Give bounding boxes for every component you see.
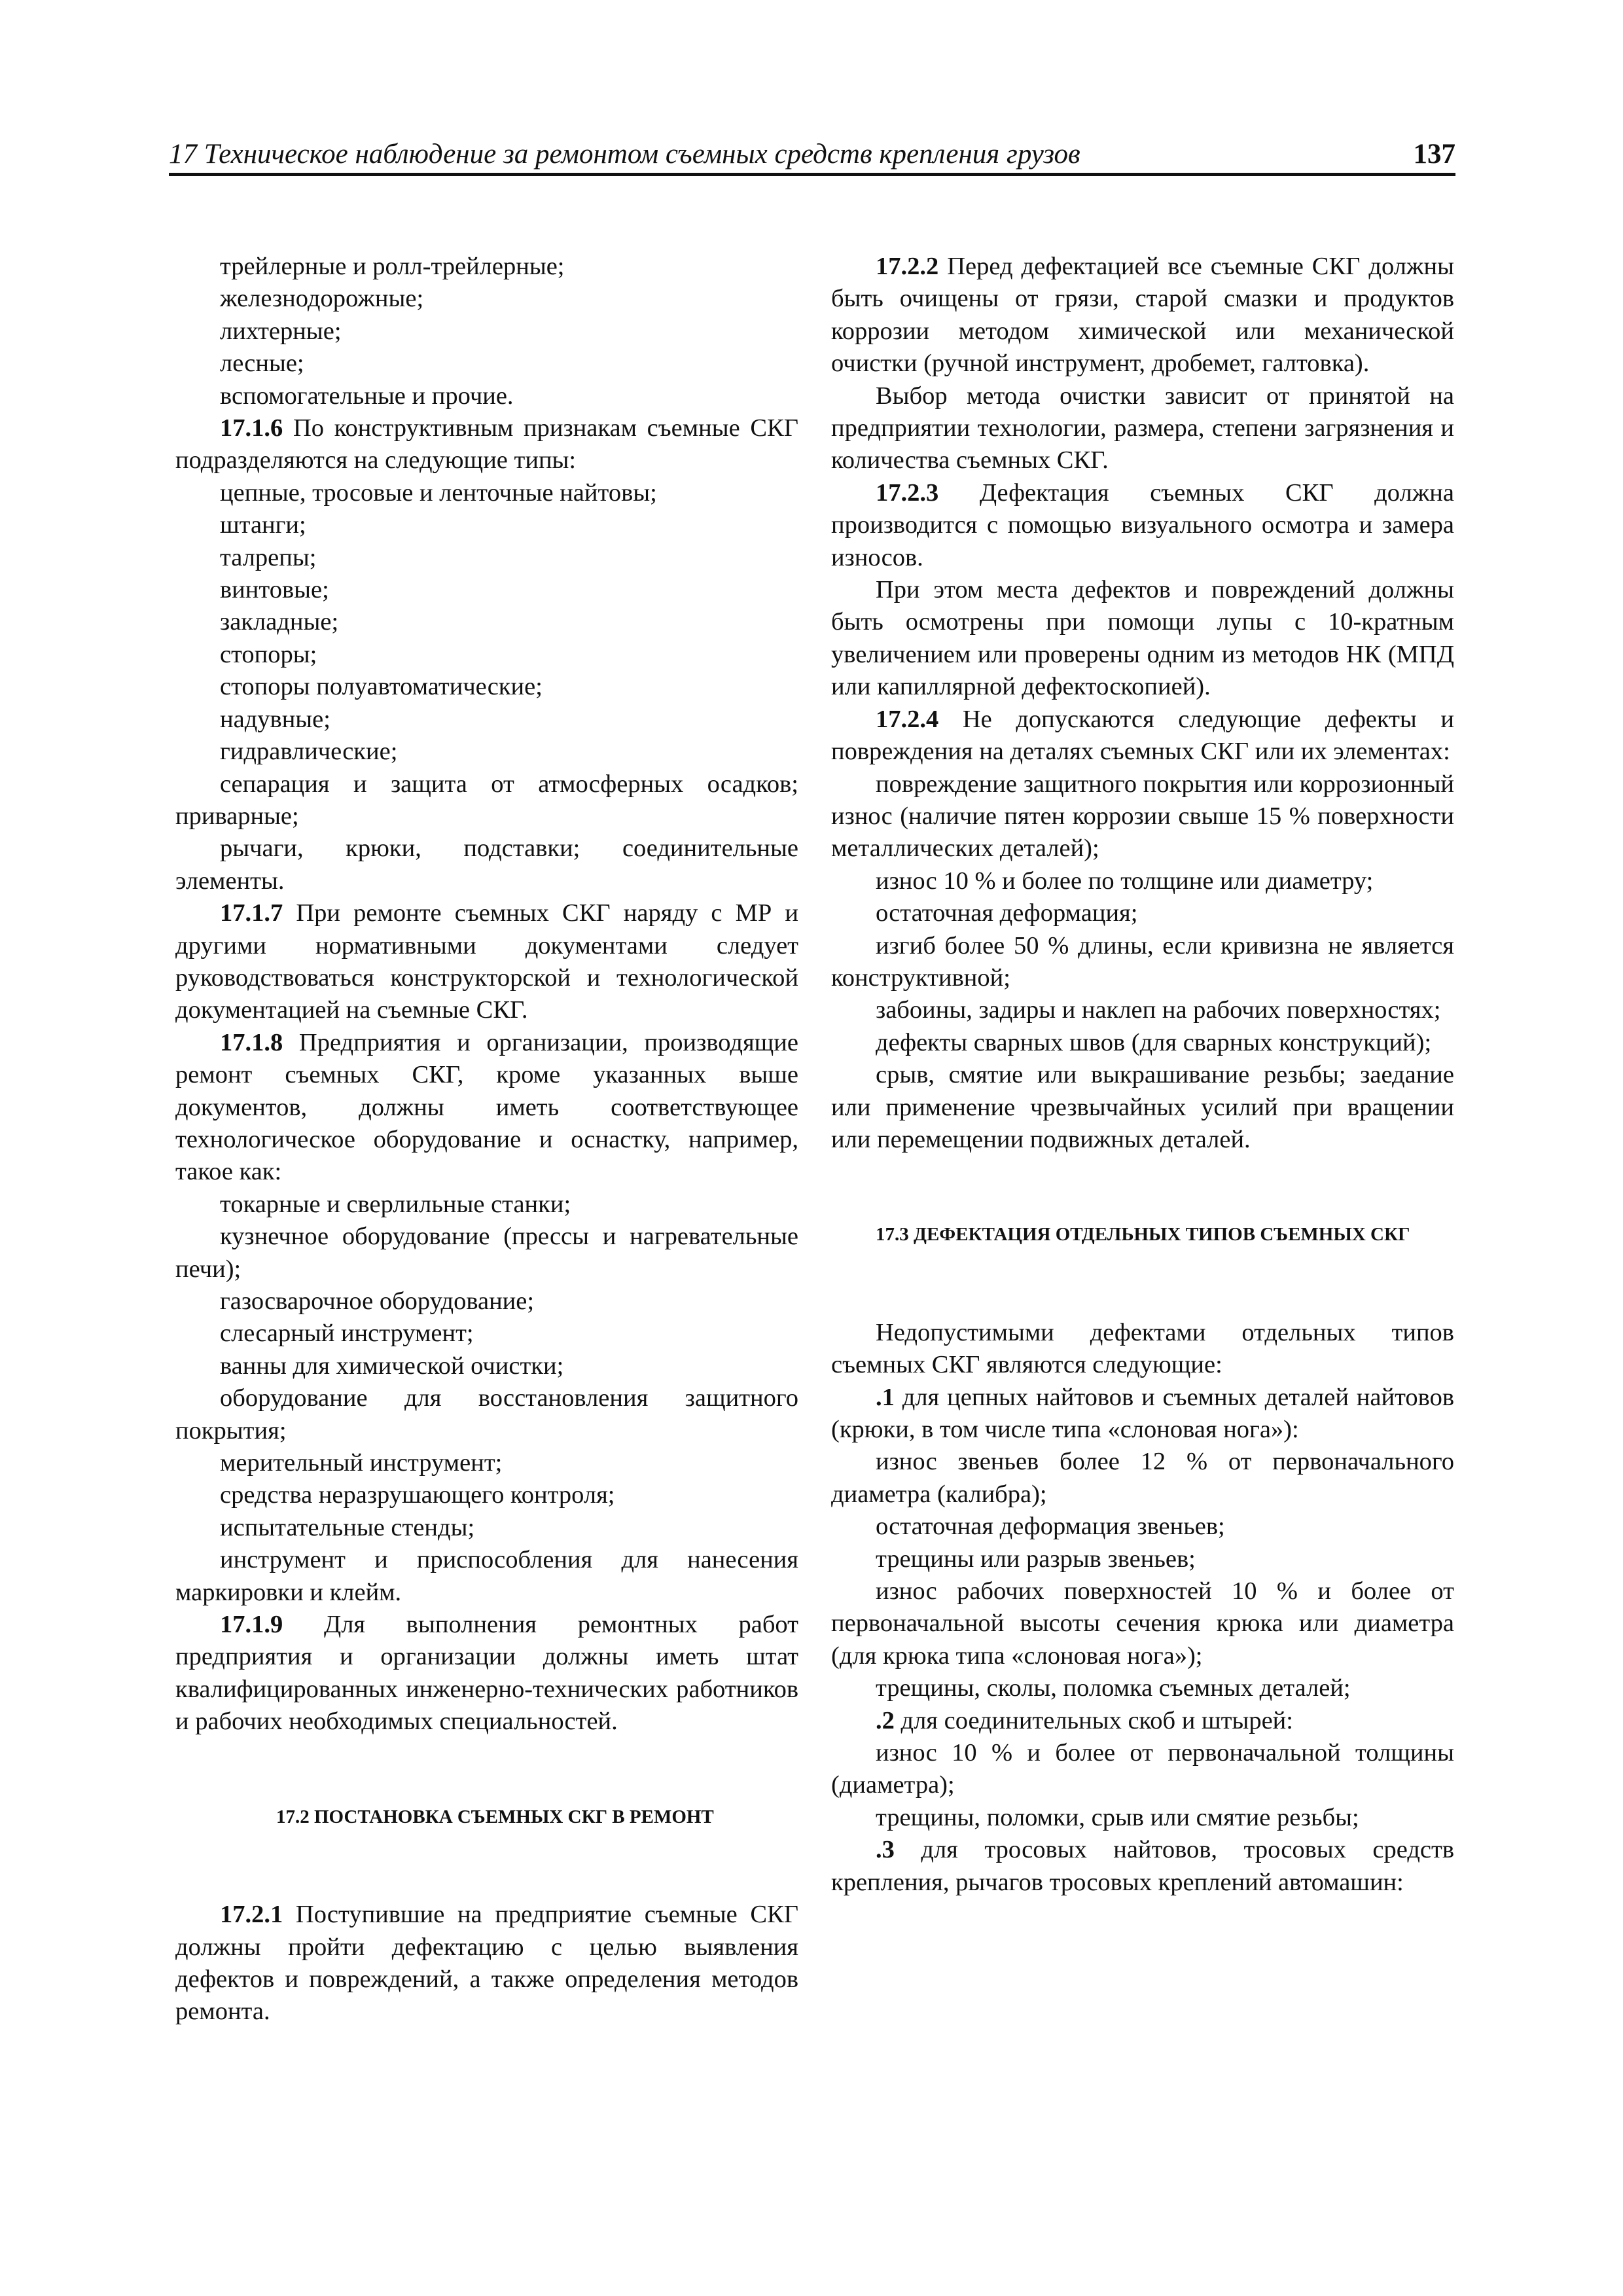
clause-number: 17.1.8 [220,1028,283,1056]
list-item: ванны для химической очистки; [220,1352,564,1380]
list-item: трейлерные и ролл-трейлерные; [220,253,565,280]
clause-number: 17.1.6 [220,414,283,442]
list-item: рычаги, крюки, подставки; соединительные элементы. [175,834,798,895]
list-item: винтовые; [220,576,329,604]
list-item: мерительный инструмент; [220,1449,503,1477]
list-item: трещины, сколы, поломка съемных деталей; [876,1674,1351,1702]
list-item: остаточная деформация; [876,899,1138,927]
list-item: инструмент и приспособления для нанесения маркировки и клейм. [175,1546,798,1606]
list-item: сепарация и защита от атмосферных осадков; приварные; [175,770,798,830]
list-item: оборудование для восстановления защитного покрытия; [175,1384,798,1444]
list-item: срыв, смятие или выкрашивание резьбы; заедание или применение чрезвычайных усилий при вращении или перемещении подвижных деталей. [831,1061,1454,1153]
list-item: испытательные стенды; [220,1513,475,1541]
clause-number: 17.2.2 [876,253,939,280]
clause-number: 17.1.9 [220,1611,283,1639]
list-item: гидравлические; [220,738,398,766]
list-item: трещины, поломки, срыв или смятие резьбы; [876,1803,1359,1831]
paragraph-17-2-2 [831,251,1454,380]
list-item-1 [831,1382,1454,1446]
list-item: износ рабочих поверхностей 10 % и более от первоначальной высоты сечения крюка или диаметра (для крюка типа «слоновая нога»); [831,1577,1454,1670]
list-item: трещины или разрыв звеньев; [876,1545,1196,1573]
clause-number: 17.2.1 [220,1901,283,1929]
paragraph-text: Поступившие на предприятие съемные СКГ должны пройти дефектацию с целью выявления дефектов и повреждений, а также определения методов ремонта. [175,1901,798,2026]
paragraph: Выбор метода очистки зависит от принятой на предприятии технологии, размера, степени загрязнения и количества съемных СКГ. [831,382,1454,475]
paragraph-17-1-6 [175,412,798,477]
item-text: для соединительных скоб и штырей: [894,1706,1293,1734]
list-item: закладные; [220,608,339,636]
list-item: дефекты сварных швов (для сварных конструкций); [876,1028,1432,1056]
paragraph-text: Для выполнения ремонтных работ предприятия и организации должны иметь штат квалифицированных инженерно-технических работников и рабочих необходимых специальностей. [175,1611,798,1736]
list-item: забоины, задиры и наклеп на рабочих поверхностях; [876,996,1441,1024]
running-header [169,137,1455,176]
paragraph-17-2-3 [831,477,1454,574]
paragraph: Недопустимыми дефектами отдельных типов съемных СКГ являются следующие: [831,1318,1454,1379]
clause-number: 17.2.4 [876,705,939,733]
paragraph-text: По конструктивным признакам съемные СКГ подразделяются на следующие типы: [175,414,798,475]
section-heading-17-2: 17.2 ПОСТАНОВКА СЪЕМНЫХ СКГ В РЕМОНТ [276,1806,714,1827]
left-column [175,251,798,2028]
list-item: стопоры; [220,640,317,668]
paragraph-text: Предприятия и организации, производящие ремонт съемных СКГ, кроме указанных выше документов, должны иметь соответствующее технологическое оборудование и оснастку, например, такое как: [175,1028,798,1186]
clause-number: 17.2.3 [876,478,939,507]
clause-number: 17.1.7 [220,899,283,927]
list-item: кузнечное оборудование (прессы и нагревательные печи); [175,1223,798,1283]
paragraph-17-2-1 [175,1899,798,2028]
list-item: вспомогательные и прочие. [220,382,514,410]
list-item: цепные, тросовые и ленточные найтовы; [220,478,657,507]
list-item: надувные; [220,705,330,733]
item-text: для цепных найтовов и съемных деталей найтовов (крюки, в том числе типа «слоновая нога»): [831,1383,1454,1443]
list-item: износ звеньев более 12 % от первоначального диаметра (калибра); [831,1448,1454,1508]
list-item: средства неразрушающего контроля; [220,1481,615,1509]
paragraph: При этом места дефектов и повреждений должны быть осмотрены при помощи лупы с 10-кратным увеличением или проверены одним из методов НК (МПД или капиллярной дефектоскопией). [831,576,1454,701]
paragraph-text: При ремонте съемных СКГ наряду с МР и другими нормативными документами следует руководствоваться конструкторской и технологической документацией на съемные СКГ. [175,899,798,1024]
list-item: изгиб более 50 % длины, если кривизна не является конструктивной; [831,931,1454,992]
list-item: стопоры полуавтоматические; [220,673,543,701]
list-item: токарные и сверлильные станки; [220,1190,571,1218]
list-item: лихтерные; [220,317,342,345]
list-item: газосварочное оборудование; [220,1287,535,1315]
list-item: остаточная деформация звеньев; [876,1513,1225,1541]
item-number: .2 [876,1706,895,1734]
paragraph-text: Дефектация съемных СКГ должна производится с помощью визуального осмотра и замера износов. [831,478,1454,571]
list-item: талрепы; [220,543,317,571]
paragraph-17-1-7 [175,897,798,1027]
list-item: износ 10 % и более от первоначальной толщины (диаметра); [831,1739,1454,1799]
section-heading-17-3: 17.3 ДЕФЕКТАЦИЯ ОТДЕЛЬНЫХ ТИПОВ СЪЕМНЫХ СКГ [876,1224,1410,1246]
list-item-2 [831,1705,1454,1737]
list-item: железнодорожные; [220,285,424,313]
item-text: для тросовых найтовов, тросовых средств крепления, рычагов тросовых креплений автомашин: [831,1836,1454,1896]
paragraph-17-1-8 [175,1027,798,1189]
right-column [831,251,1454,1899]
paragraph-17-2-4 [831,704,1454,768]
list-item: повреждение защитного покрытия или коррозионный износ (наличие пятен коррозии свыше 15 % поверхности металлических деталей); [831,770,1454,863]
page-number: 137 [1413,139,1455,170]
list-item: износ 10 % и более по толщине или диаметру; [876,867,1374,895]
list-item: штанги; [220,511,306,539]
paragraph-text: Не допускаются следующие дефекты и повреждения на деталях съемных СКГ или их элементах: [831,705,1454,766]
item-number: .1 [876,1383,895,1411]
list-item: лесные; [220,350,304,378]
list-item: слесарный инструмент; [220,1319,474,1348]
paragraph-17-1-9 [175,1609,798,1738]
paragraph-text: Перед дефектацией все съемные СКГ должны быть очищены от грязи, старой смазки и продуктов коррозии методом химической или механической очистки (ручной инструмент, дробемет, галтовка). [831,253,1454,378]
item-number: .3 [876,1836,895,1864]
list-item-3 [831,1834,1454,1899]
running-title: 17 Техническое наблюдение за ремонтом съемных средств крепления грузов [169,139,1080,170]
